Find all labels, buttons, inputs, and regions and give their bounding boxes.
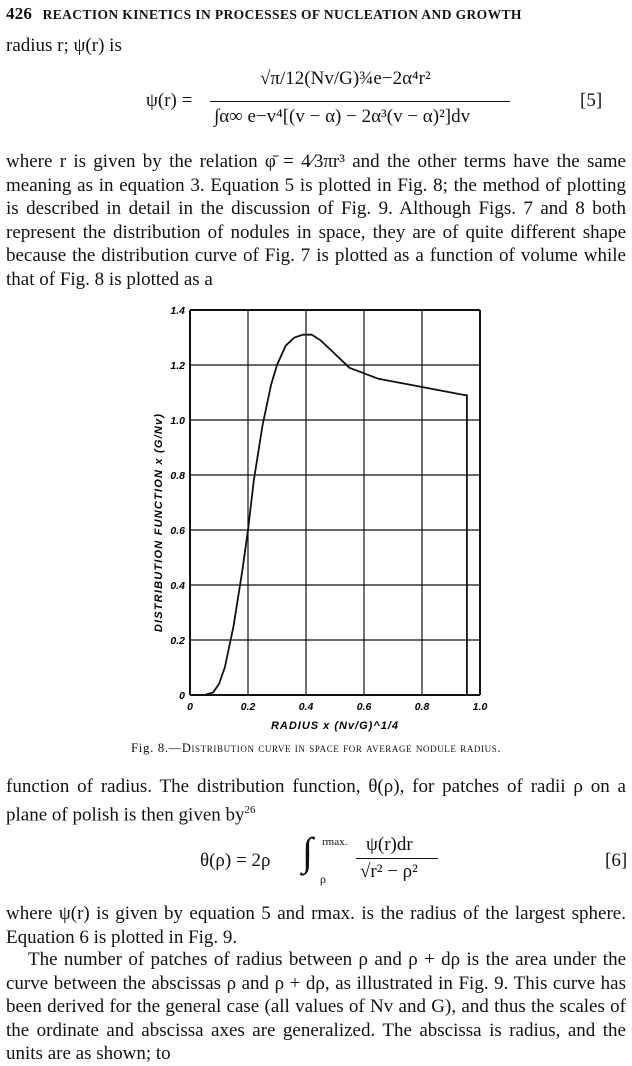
- x-tick-label: 0.2: [240, 701, 256, 713]
- intro-line: radius r; ψ(r) is: [6, 35, 122, 56]
- equation-6-fraction-bar: [356, 858, 438, 859]
- paragraph-2-text: function of radius. The distribution function, θ(ρ), for patches of radii ρ on a plane of polish is then given by: [6, 776, 626, 825]
- equation-5-fraction-bar: [210, 101, 510, 102]
- y-tick-label: 0.4: [170, 580, 185, 592]
- y-tick-label: 1.2: [170, 360, 185, 372]
- equation-5-denominator: ∫α∞ e−v⁴[(v − α) − 2α³(v − α)²]dv: [214, 106, 471, 127]
- y-tick-label: 1.4: [170, 305, 185, 317]
- y-tick-label: 0.6: [170, 525, 185, 537]
- y-tick-label: 1.0: [170, 415, 185, 427]
- figure-8-caption: [0, 740, 632, 756]
- chart-grid: [190, 310, 480, 695]
- equation-5: [140, 68, 620, 138]
- y-tick-label: 0: [179, 690, 185, 702]
- equation-6-upper: rmax.: [322, 836, 348, 848]
- equation-5-lhs: ψ(r) =: [146, 90, 193, 111]
- paragraph-2-ref: 26: [244, 803, 256, 816]
- figure-caption-text: —Distribution curve in space for average nodule radius.: [168, 741, 502, 755]
- x-tick-label: 0: [187, 701, 193, 713]
- paragraph-3: where ψ(r) is given by equation 5 and rmax. is the radius of the largest sphere. Equation 6 is plotted in Fig. 9.: [6, 903, 626, 948]
- equation-6-integral: ∫: [302, 829, 313, 874]
- equation-5-numerator: √π/12(Nv/G)¾e−2α⁴r²: [260, 68, 431, 89]
- y-tick-label: 0.2: [170, 635, 185, 647]
- x-tick-label: 0.6: [356, 701, 372, 713]
- figure-8-chart: [150, 300, 490, 740]
- figure-caption-prefix: Fig. 8.: [130, 740, 169, 755]
- y-tick-label: 0.8: [170, 470, 185, 482]
- equation-6-numerator: ψ(r)dr: [366, 834, 413, 855]
- distribution-curve: [205, 335, 467, 695]
- running-header: [6, 4, 522, 24]
- paragraph-1: where r is given by the relation φ̄ = 4⁄3πr³ and the other terms have the same meaning as in equation 3. Equation 5 is plotted in Fig. 8; the method of plotting is described in detail in the discussion of Fig. 9. Although Figs. 7 and 8 both represent the distribution of nodules in space, they are of quite different shape because the distribution curve of Fig. 7 is plotted as a function of volume while that of Fig. 8 is plotted as a: [6, 151, 626, 290]
- equation-6-number: [6]: [605, 850, 628, 871]
- paragraph-2: [6, 775, 626, 826]
- page-number: 426: [6, 4, 33, 23]
- equation-6-denominator: √r² − ρ²: [360, 861, 418, 882]
- x-tick-label: 1.0: [472, 701, 488, 713]
- x-axis-label: RADIUS x (Nv/G)^1/4: [270, 720, 400, 732]
- equation-6-lower: ρ: [320, 872, 326, 886]
- x-tick-label: 0.8: [414, 701, 430, 713]
- x-tick-label: 0.4: [298, 701, 314, 713]
- equation-6: [200, 829, 630, 890]
- running-title: REACTION KINETICS IN PROCESSES OF NUCLEATION AND GROWTH: [42, 7, 522, 22]
- paragraph-4: The number of patches of radius between ρ and ρ + dρ is the area under the curve between the abscissas ρ and ρ + dρ, as illustrated in Fig. 9. This curve has been derived for the general case (all values of Nv and G), and thus the scales of the ordinate and abscissa axes are generalized. The abscissa is radius, and the units are as shown; to: [6, 949, 626, 1064]
- equation-5-number: [5]: [580, 90, 603, 111]
- equation-6-lhs: θ(ρ) = 2ρ: [200, 850, 271, 871]
- y-axis-label: DISTRIBUTION FUNCTION x (G/Nv): [153, 412, 165, 633]
- chart-ticks: [170, 305, 487, 713]
